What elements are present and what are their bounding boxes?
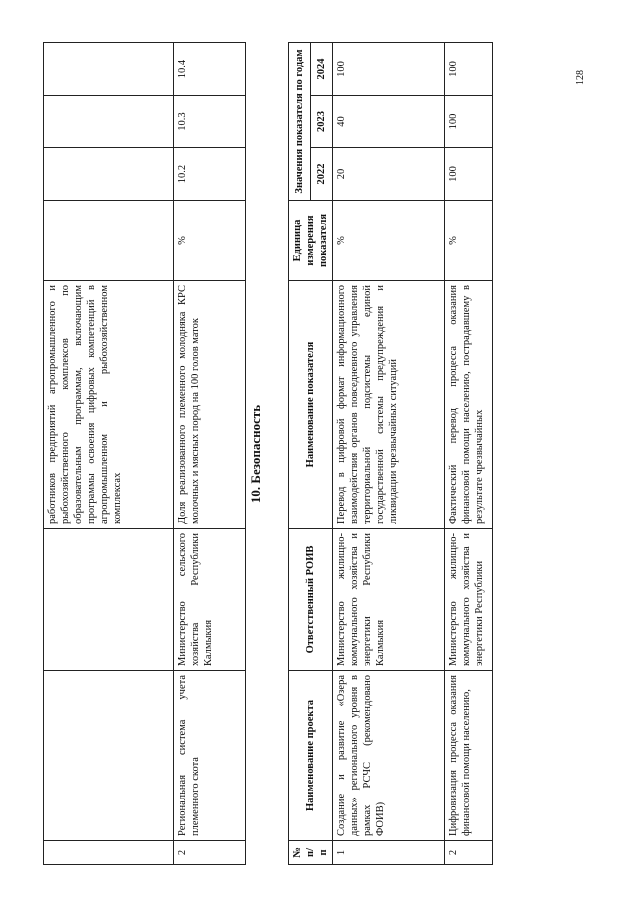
responsible-roiv: Министерство жилищно-коммунального хозяйства и энергетики Республики Калмыкия (333, 529, 445, 671)
value-2022 (44, 148, 174, 201)
unit: % (333, 201, 445, 281)
header-values-group: Значения показателя по годам (289, 42, 311, 200)
value-2022: 20 (333, 148, 445, 201)
table-row (174, 43, 246, 865)
project-name: Создание и развитие «Озера данных» регионального уровня в рамках РСЧС (рекомендовано ФОИВ) (333, 671, 445, 841)
value-2024: 100 (333, 42, 445, 95)
unit: % (174, 201, 246, 281)
bottom-table (288, 42, 493, 865)
header-roiv: Ответственный РОИВ (289, 529, 333, 671)
value-2022: 100 (445, 148, 493, 201)
row-number: 1 (333, 841, 445, 865)
value-2023 (44, 96, 174, 148)
responsible-roiv: Министерство сельского хозяйства Республики Калмыкия (174, 529, 246, 671)
indicator-name: Доля реализованного племенного молодняка КРС молочных и мясных пород на 100 голов маток (174, 281, 246, 529)
page-number: 128 (575, 70, 586, 85)
indicator-name: Перевод в цифровой формат информационного взаимодействия органов повседневного управления территориальной подсистемы единой государственной системы предупреждения и ликвидации чрезвычайных ситуаций (333, 281, 445, 529)
row-number: 2 (174, 841, 246, 865)
value-2024 (44, 43, 174, 96)
header-2022: 2022 (311, 148, 333, 201)
section-title: 10. Безопасность (248, 404, 263, 504)
row-number: 2 (445, 841, 493, 865)
indicator-name: Фактический перевод процесса оказания финансовой помощи населению, пострадавшему в результате чрезвычайных (445, 281, 493, 529)
value-2023: 100 (445, 96, 493, 148)
unit: % (445, 201, 493, 281)
value-2022: 10.2 (174, 148, 246, 201)
header-indicator: Наименование показателя (289, 281, 333, 529)
top-table (43, 42, 246, 865)
value-2023: 40 (333, 96, 445, 148)
value-2024: 10.4 (174, 43, 246, 96)
table-row (44, 43, 174, 865)
unit (44, 201, 174, 281)
project-name (44, 671, 174, 841)
header-project: Наименование проекта (289, 671, 333, 841)
value-2024: 100 (445, 42, 493, 95)
indicator-name: работников предприятий агропромышленного и рыбохозяйственного комплексов по образовательным программам, включающим программы освоения цифровых компетенций в агропромышленном и рыбохозяйственном комплексах (44, 281, 174, 529)
header-row (289, 42, 311, 864)
header-2024: 2024 (311, 42, 333, 95)
responsible-roiv: Министерство жилищно-коммунального хозяйства и энергетики Республики (445, 529, 493, 671)
project-name: Цифровизация процесса оказания финансовой помощи населению, (445, 671, 493, 841)
project-name: Региональная система учета племенного скота (174, 671, 246, 841)
row-number (44, 841, 174, 865)
header-unit: Единица измерения показателя (289, 201, 333, 281)
header-2023: 2023 (311, 96, 333, 148)
value-2023: 10.3 (174, 96, 246, 148)
header-num: № п/п (289, 841, 333, 865)
responsible-roiv (44, 529, 174, 671)
table-row (333, 42, 445, 864)
table-row (445, 42, 493, 864)
